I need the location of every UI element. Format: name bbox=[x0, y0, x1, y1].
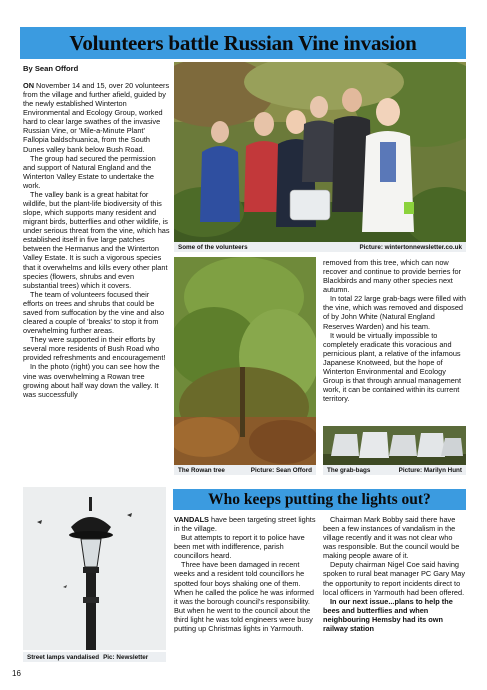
paragraph: removed from this tree, which can now recover and continue to provide berries for Blackbirds and many other species next autumn. bbox=[323, 258, 461, 295]
grab-bags-caption bbox=[323, 465, 466, 475]
photo-credit: Pic: Newsletter bbox=[103, 653, 149, 661]
paragraph: VANDALS have been targeting street lights in the village. bbox=[174, 515, 316, 534]
grab-bags-photo bbox=[323, 426, 466, 465]
next-issue-teaser: In our next issue...plans to help the bees and butterflies and when neighbouring Hemsby had its own railway station bbox=[323, 596, 453, 633]
volunteers-caption bbox=[174, 242, 466, 252]
paragraph: In total 22 large grab-bags were filled with the vine, which was removed and disposed of by John White (Natural England Reserves Warden) and his team. bbox=[323, 294, 466, 331]
paragraph: In the photo (right) you can see how the vine was overwhelming a Rowan tree growing about half way down the valley. It was successfully bbox=[23, 362, 160, 399]
volunteers-photo bbox=[174, 62, 466, 242]
photo-credit: Picture: Sean Offord bbox=[250, 466, 312, 474]
article-column-2 bbox=[323, 258, 467, 403]
page-number: 16 bbox=[12, 669, 21, 678]
paragraph: Three have been damaged in recent weeks and a resident told councillors he spotted four boys shaking one of them. When he called the police he was informed it was the borough council's responsibility. But when he went to the council about the third light he was told engineers were busy putting up Christmas lights in Yarmouth. bbox=[174, 560, 315, 633]
paragraph: But attempts to report it to police have been met with indifference, parish councillors heard. bbox=[174, 533, 305, 561]
headline-banner bbox=[20, 27, 466, 59]
paragraph: They were supported in their efforts by several more residents of Bush Road who provided refreshments and encouragement! bbox=[23, 335, 166, 363]
lights-column-1 bbox=[174, 515, 317, 633]
caption-text: The Rowan tree bbox=[178, 466, 225, 474]
lights-column-2 bbox=[323, 515, 467, 633]
byline: By Sean Offord bbox=[23, 64, 79, 73]
rowan-tree-photo bbox=[174, 257, 316, 465]
lights-headline: Who keeps putting the lights out? bbox=[208, 490, 431, 508]
photo-credit: Picture: Marilyn Hunt bbox=[398, 466, 462, 474]
photo-credit: Picture: wintertonnewsletter.co.uk bbox=[359, 243, 462, 251]
caption-text: Some of the volunteers bbox=[178, 243, 248, 251]
paragraph: The team of volunteers focused their efforts on trees and shrubs that could be saved from suffocation by the vine and also cleared a couple of 'breaks' to stop it from overwhelming further areas. bbox=[23, 289, 165, 336]
paragraph: Chairman Mark Bobby said there have been a few instances of vandalism in the village recently and it was not clear who was responsible. But the council would be making people aware of it. bbox=[323, 515, 460, 561]
caption-text: Street lamps vandalised bbox=[27, 653, 100, 661]
street-lamp-photo bbox=[23, 487, 166, 650]
paragraph: The group had secured the permission and support of Natural England and the Winterton Valley Estate to undertake the work. bbox=[23, 153, 156, 190]
paragraph: The valley bank is a great habitat for wildlife, but the plant-life biodiversity of this slope, which supports many resident and migrant birds, butterflies and other wildlife, is under serious threat from the vine, which has established itself in five large patches between the Hermanus and the Winterton Valley Estate. It is such a vigorous species that it overwhelms and kills every other plant species (flowers, shrubs and even substantial trees) which it covers. bbox=[23, 189, 170, 290]
paragraph: ON November 14 and 15, over 20 volunteers from the village and further afield, guided by the newly established Winterton Environmental and Ecology Group, worked hard to clear large swathes of the invasive Russian Vine, or 'Mile-a-Minute Plant' Fallopia baldschuanica, from the South Dunes valley bank below Bush Road. bbox=[23, 81, 170, 154]
paragraph: Deputy chairman Nigel Coe said having spoken to rural beat manager PC Gary May the opportunity to report incidents direct to local officers in Yarmouth had been offered. bbox=[323, 560, 466, 597]
paragraph: It would be virtually impossible to completely eradicate this voracious and pernicious plant, a relative of the infamous Japanese Knotweed, but the hope of Winterton Environmental and Ecology Group is that through annual management work, it can be contained within its current territory. bbox=[323, 330, 461, 404]
article-column-1 bbox=[23, 81, 170, 399]
lights-headline-banner bbox=[173, 489, 466, 510]
street-lamp-caption bbox=[23, 652, 166, 662]
article-headline: Volunteers battle Russian Vine invasion bbox=[69, 30, 417, 55]
rowan-caption bbox=[174, 465, 316, 475]
caption-text: The grab-bags bbox=[327, 466, 371, 474]
